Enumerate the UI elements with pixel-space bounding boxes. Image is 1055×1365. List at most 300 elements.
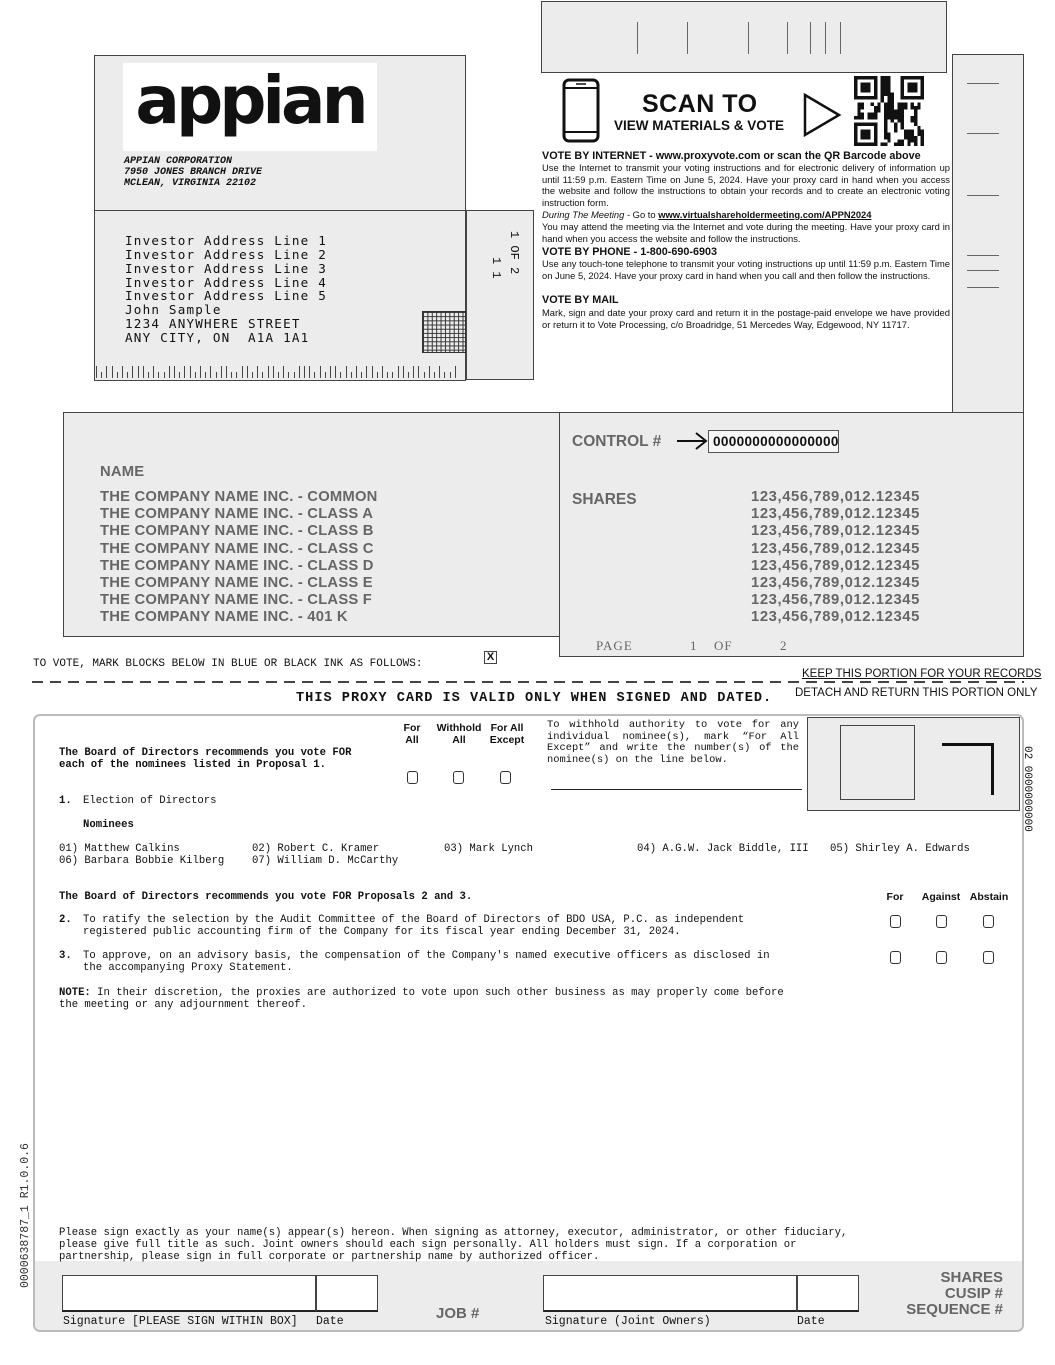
qr-module	[914, 143, 917, 146]
left-margin-code: 0000638787_1 R1.0.0.6	[19, 1143, 32, 1288]
qr-module	[914, 76, 917, 79]
qr-module	[887, 79, 890, 82]
proposal-3-line1: To approve, on an advisory basis, the compensation of the Company's named executive officers as disclosed in	[83, 950, 770, 962]
qr-module	[897, 143, 900, 146]
qr-module	[901, 86, 904, 89]
qr-module	[867, 116, 870, 119]
qr-module	[911, 89, 914, 92]
qr-module	[921, 86, 924, 89]
qr-module	[874, 143, 877, 146]
qr-module	[861, 116, 864, 119]
phone-icon	[562, 78, 600, 143]
col-abstain: Abstain	[969, 891, 1009, 903]
qr-module	[904, 96, 907, 99]
qr-module	[921, 76, 924, 79]
ruler-tick	[216, 372, 217, 378]
col-for-all-l1: For	[403, 722, 421, 734]
col-except-l1: For All	[490, 722, 524, 734]
qr-module	[884, 136, 887, 139]
qr-module	[857, 143, 860, 146]
qr-module	[887, 103, 890, 106]
qr-module	[907, 76, 910, 79]
qr-module	[921, 89, 924, 92]
qr-module	[874, 89, 877, 92]
qr-module	[914, 89, 917, 92]
qr-module	[867, 96, 870, 99]
proposal-3-line2: the accompanying Proxy Statement.	[83, 962, 293, 974]
qr-module	[861, 129, 864, 132]
qr-module	[857, 109, 860, 112]
ruler-tick	[148, 372, 149, 378]
joint-signature-box[interactable]	[543, 1275, 797, 1312]
qr-module	[884, 103, 887, 106]
qr-module	[914, 86, 917, 89]
proposal-2-abstain-checkbox[interactable]	[983, 915, 994, 928]
for-all-except-checkbox[interactable]	[500, 771, 511, 784]
qr-module	[911, 133, 914, 136]
qr-module	[857, 103, 860, 106]
qr-module	[897, 139, 900, 142]
qr-module	[881, 99, 884, 102]
qr-module	[901, 89, 904, 92]
qr-module	[861, 83, 864, 86]
ruler-tick	[309, 366, 310, 378]
shares-code-label: SHARES	[940, 1269, 1003, 1286]
ruler-tick	[351, 372, 352, 378]
qr-module	[901, 126, 904, 129]
qr-module	[864, 89, 867, 92]
qr-module	[861, 96, 864, 99]
qr-module	[914, 83, 917, 86]
qr-module	[874, 106, 877, 109]
qr-module	[891, 113, 894, 116]
ruler-tick	[132, 366, 133, 378]
holding-name: THE COMPANY NAME INC. - CLASS B	[100, 523, 374, 539]
qr-module	[911, 129, 914, 132]
qr-module	[874, 86, 877, 89]
qr-module	[884, 79, 887, 82]
ruler-tick	[450, 372, 451, 378]
qr-module	[874, 116, 877, 119]
qr-module	[921, 96, 924, 99]
ruler-tick	[346, 366, 347, 378]
ruler-tick	[242, 366, 243, 378]
qr-module	[871, 103, 874, 106]
holding-name: THE COMPANY NAME INC. - CLASS A	[100, 506, 374, 522]
ruler-tick	[138, 366, 139, 378]
share-count: 123,456,789,012.12345	[751, 541, 920, 557]
ruler-tick	[330, 366, 331, 378]
qr-module	[854, 139, 857, 142]
qr-module	[897, 106, 900, 109]
page-tab-text: 1 1	[489, 257, 503, 279]
ruler-tick	[335, 366, 336, 378]
ruler-tick	[174, 366, 175, 378]
qr-module	[867, 129, 870, 132]
qr-module	[874, 123, 877, 126]
qr-module	[904, 136, 907, 139]
qr-module	[857, 116, 860, 119]
qr-module	[921, 129, 924, 132]
page-tab	[466, 210, 534, 380]
qr-module	[911, 86, 914, 89]
nominee: 01) Matthew Calkins	[59, 843, 180, 855]
qr-module	[881, 76, 884, 79]
investor-name: John Sample	[125, 302, 222, 317]
meeting-url-link[interactable]: www.virtualshareholdermeeting.com/APPN2024	[658, 209, 872, 220]
keep-portion-label: KEEP THIS PORTION FOR YOUR RECORDS	[802, 668, 1042, 680]
ruler-tick	[257, 366, 258, 378]
qr-module	[921, 83, 924, 86]
col-against: Against	[921, 891, 961, 903]
ruler-tick	[127, 372, 128, 378]
for-all-checkbox[interactable]	[407, 771, 418, 784]
qr-code[interactable]	[854, 76, 924, 146]
ruler-tick	[278, 372, 279, 378]
stamp-square	[840, 725, 915, 800]
qr-module	[884, 86, 887, 89]
corner-mark	[942, 743, 994, 795]
holding-name: THE COMPANY NAME INC. - 401 K	[100, 609, 348, 625]
page-of: OF	[714, 638, 733, 653]
qr-module	[894, 116, 897, 119]
qr-module	[874, 96, 877, 99]
ruler-tick	[184, 366, 185, 378]
qr-module	[901, 123, 904, 126]
qr-module	[891, 119, 894, 122]
qr-module	[901, 139, 904, 142]
qr-module	[861, 103, 864, 106]
qr-module	[911, 106, 914, 109]
ruler-tick	[205, 372, 206, 378]
signing-instructions-3: partnership, please sign in full corporate or partnership name by authorized officer.	[59, 1251, 600, 1263]
qr-module	[861, 143, 864, 146]
qr-module	[904, 133, 907, 136]
proposal-3-abstain-checkbox[interactable]	[983, 951, 994, 964]
qr-module	[871, 96, 874, 99]
qr-module	[911, 119, 914, 122]
qr-module	[884, 106, 887, 109]
nominee: 02) Robert C. Kramer	[252, 843, 380, 855]
ruler-tick	[398, 366, 399, 378]
signing-instructions-2: please give full title as such. Joint owners should each sign personally. All holders must sign. If a corporation or	[59, 1239, 797, 1251]
ruler-tick	[288, 372, 289, 378]
qr-module	[874, 93, 877, 96]
investor-address-line: Investor Address Line 5	[125, 288, 327, 303]
detach-label: DETACH AND RETURN THIS PORTION ONLY	[795, 687, 1038, 699]
qr-module	[897, 119, 900, 122]
signature-box[interactable]	[62, 1275, 316, 1312]
qr-module	[861, 89, 864, 92]
qr-module	[907, 83, 910, 86]
ruler-tick	[268, 366, 269, 378]
control-label: CONTROL #	[572, 433, 662, 450]
share-count: 123,456,789,012.12345	[751, 558, 920, 574]
nominee: 07) William D. McCarthy	[252, 855, 399, 867]
ruler-tick	[366, 366, 367, 378]
qr-module	[854, 79, 857, 82]
side-mark	[967, 195, 999, 196]
qr-module	[917, 129, 920, 132]
proposal-2-line2: registered public accounting firm of the Company for its fiscal year ending December 31, 2024.	[83, 926, 681, 938]
holding-name: THE COMPANY NAME INC. - COMMON	[100, 489, 378, 505]
qr-module	[867, 143, 870, 146]
qr-module	[864, 96, 867, 99]
ruler-tick	[106, 366, 107, 378]
qr-module	[854, 133, 857, 136]
ruler-tick	[377, 372, 378, 378]
qr-module	[887, 96, 890, 99]
ruler-tick	[122, 366, 123, 378]
mark-instructions: TO VOTE, MARK BLOCKS BELOW IN BLUE OR BLACK INK AS FOLLOWS:	[33, 658, 423, 670]
ruler-tick	[200, 366, 201, 378]
qr-module	[874, 126, 877, 129]
qr-module	[901, 113, 904, 116]
barcode-bar	[637, 22, 638, 54]
share-count: 123,456,789,012.12345	[751, 506, 920, 522]
qr-module	[884, 109, 887, 112]
qr-module	[854, 126, 857, 129]
qr-module	[914, 139, 917, 142]
qr-module	[914, 123, 917, 126]
ruler-tick	[231, 372, 232, 378]
qr-module	[907, 133, 910, 136]
proposal-2-number: 2.	[59, 914, 72, 926]
proposal-2-for-checkbox[interactable]	[890, 915, 901, 928]
qr-module	[904, 76, 907, 79]
qr-module	[874, 129, 877, 132]
qr-module	[917, 126, 920, 129]
qr-module	[921, 79, 924, 82]
qr-module	[911, 116, 914, 119]
qr-module	[874, 139, 877, 142]
qr-module	[861, 106, 864, 109]
qr-module	[884, 76, 887, 79]
control-number: 0000000000000000	[708, 430, 839, 453]
qr-module	[884, 133, 887, 136]
qr-module	[914, 119, 917, 122]
vote-mail-heading: VOTE BY MAIL	[542, 294, 619, 306]
qr-module	[867, 89, 870, 92]
qr-module	[894, 109, 897, 112]
qr-module	[887, 93, 890, 96]
qr-module	[887, 113, 890, 116]
qr-module	[894, 129, 897, 132]
side-mark	[967, 133, 999, 134]
qr-module	[881, 143, 884, 146]
proposal-3-for-checkbox[interactable]	[890, 951, 901, 964]
qr-module	[854, 76, 857, 79]
x-mark-example: X	[484, 651, 497, 664]
meeting-lead: During The Meeting	[542, 209, 625, 220]
cusip-label: CUSIP #	[944, 1285, 1003, 1302]
investor-street: 1234 ANYWHERE STREET	[125, 316, 301, 331]
ruler-tick	[169, 366, 170, 378]
ruler-tick	[179, 372, 180, 378]
qr-module	[884, 129, 887, 132]
nominee: 06) Barbara Bobbie Kilberg	[59, 855, 225, 867]
qr-module	[874, 83, 877, 86]
qr-module	[891, 103, 894, 106]
withhold-instructions: To withhold authority to vote for any individual nominee(s), mark “For All Except” and write the number(s) of the nominee(s) on the line below.	[547, 719, 799, 766]
ruler-tick	[273, 366, 274, 378]
qr-module	[887, 136, 890, 139]
proposal-2-against-checkbox[interactable]	[936, 915, 947, 928]
play-arrow-icon	[802, 92, 842, 138]
ruler-tick	[434, 372, 435, 378]
company-logo	[123, 63, 377, 151]
holding-name: THE COMPANY NAME INC. - CLASS C	[100, 541, 374, 557]
postal-barcode-strip	[541, 1, 947, 73]
col-for-all-l2: All	[405, 734, 419, 746]
qr-module	[907, 143, 910, 146]
qr-module	[921, 133, 924, 136]
signing-instructions-1: Please sign exactly as your name(s) appear(s) hereon. When signing as attorney, executor, administrator, or other fiduciary,	[59, 1227, 848, 1239]
qr-module	[894, 143, 897, 146]
detach-line	[32, 681, 1024, 683]
nominee: 04) A.G.W. Jack Biddle, III	[637, 843, 809, 855]
qr-module	[897, 113, 900, 116]
qr-module	[864, 129, 867, 132]
vote-meeting-line	[542, 209, 950, 221]
qr-module	[901, 103, 904, 106]
qr-module	[887, 76, 890, 79]
board-rec-1a: The Board of Directors recommends you vote FOR	[59, 747, 352, 759]
qr-module	[884, 113, 887, 116]
joint-signature-label: Signature (Joint Owners)	[545, 1315, 711, 1328]
joint-date-box[interactable]	[797, 1275, 859, 1312]
qr-module	[864, 76, 867, 79]
qr-module	[901, 116, 904, 119]
joint-date-label: Date	[797, 1315, 825, 1328]
side-mark	[967, 83, 999, 84]
date-label: Date	[316, 1315, 344, 1328]
qr-module	[854, 136, 857, 139]
qr-module	[861, 113, 864, 116]
proposal-3-number: 3.	[59, 950, 72, 962]
qr-module	[867, 136, 870, 139]
col-withhold-all	[434, 722, 484, 746]
qr-module	[861, 136, 864, 139]
qr-module	[887, 106, 890, 109]
page-tab-text: 1 OF 2	[507, 231, 521, 275]
qr-module	[907, 129, 910, 132]
qr-module	[867, 83, 870, 86]
ruler-tick	[221, 366, 222, 378]
qr-module	[901, 93, 904, 96]
qr-module	[921, 143, 924, 146]
barcode-bar	[748, 22, 749, 54]
valid-notice: THIS PROXY CARD IS VALID ONLY WHEN SIGNED AND DATED.	[296, 691, 773, 706]
qr-module	[881, 83, 884, 86]
ruler-tick	[247, 366, 248, 378]
barcode-bar	[825, 22, 826, 54]
col-withhold-l2: All	[452, 734, 466, 746]
qr-module	[884, 143, 887, 146]
col-withhold-l1: Withhold	[436, 722, 482, 734]
page-word: PAGE	[596, 638, 633, 653]
qr-module	[887, 83, 890, 86]
investor-address-line: Investor Address Line 3	[125, 261, 327, 276]
ruler-tick	[356, 366, 357, 378]
ruler-tick	[314, 372, 315, 378]
ruler-tick	[210, 366, 211, 378]
qr-module	[854, 129, 857, 132]
qr-module	[854, 86, 857, 89]
qr-module	[917, 76, 920, 79]
proposal-3-against-checkbox[interactable]	[936, 951, 947, 964]
ruler-tick	[283, 366, 284, 378]
qr-module	[874, 109, 877, 112]
qr-module	[911, 103, 914, 106]
qr-module	[921, 93, 924, 96]
sequence-label: SEQUENCE #	[906, 1301, 1003, 1318]
qr-module	[867, 133, 870, 136]
barcode-bar	[787, 22, 788, 54]
ruler-tick	[392, 372, 393, 378]
ruler-tick	[372, 366, 373, 378]
qr-module	[894, 126, 897, 129]
qr-module	[907, 96, 910, 99]
qr-module	[904, 106, 907, 109]
qr-module	[891, 109, 894, 112]
qr-module	[871, 113, 874, 116]
nominee: 03) Mark Lynch	[444, 843, 534, 855]
note-text: In their discretion, the proxies are authorized to vote upon such other business as may properly come before	[90, 987, 784, 999]
board-rec-1b: each of the nominees listed in Proposal 1.	[59, 759, 327, 771]
qr-module	[897, 116, 900, 119]
col-except-l2: Except	[489, 734, 525, 746]
qr-module	[891, 96, 894, 99]
scan-title: SCAN TO	[642, 90, 758, 118]
qr-module	[871, 76, 874, 79]
qr-module	[861, 123, 864, 126]
ruler-tick	[387, 372, 388, 378]
ruler-tick	[320, 366, 321, 378]
qr-module	[917, 106, 920, 109]
note-label: NOTE:	[59, 987, 91, 999]
qr-module	[901, 119, 904, 122]
qr-module	[881, 86, 884, 89]
date-box[interactable]	[316, 1275, 378, 1312]
corp-name: APPIAN CORPORATION	[124, 156, 233, 167]
qr-module	[874, 133, 877, 136]
investor-address-line: Investor Address Line 2	[125, 247, 327, 262]
qr-module	[867, 123, 870, 126]
col-for-all-except	[488, 722, 526, 746]
qr-module	[864, 143, 867, 146]
qr-module	[874, 76, 877, 79]
postal-ruler	[96, 364, 462, 378]
withhold-all-checkbox[interactable]	[453, 771, 464, 784]
ruler-tick	[153, 366, 154, 378]
investor-address-line: Investor Address Line 4	[125, 275, 327, 290]
qr-module	[877, 109, 880, 112]
qr-module	[904, 103, 907, 106]
investor-address-line: Investor Address Line 1	[125, 233, 327, 248]
nominee-exception-line[interactable]	[551, 789, 802, 790]
side-barcode-strip	[952, 54, 1024, 414]
qr-module	[861, 133, 864, 136]
corp-street: 7950 JONES BRANCH DRIVE	[124, 167, 263, 178]
ruler-tick	[304, 366, 305, 378]
qr-module	[911, 139, 914, 142]
share-count: 123,456,789,012.12345	[751, 592, 920, 608]
qr-module	[881, 89, 884, 92]
ruler-tick	[444, 372, 445, 378]
ruler-tick	[117, 372, 118, 378]
ruler-tick	[252, 372, 253, 378]
